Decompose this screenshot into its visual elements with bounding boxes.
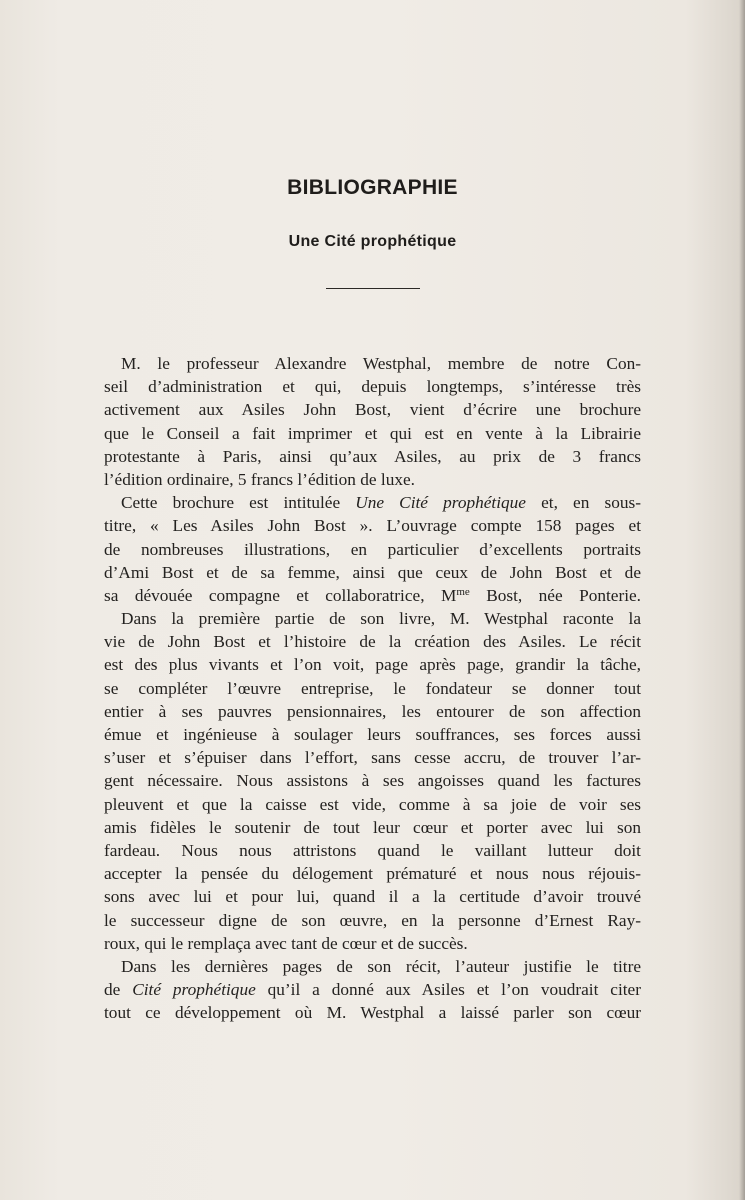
text-line: activement aux Asiles John Bost, vient d’écrire une brochure bbox=[104, 400, 641, 420]
text-line: sons avec lui et pour lui, quand il a la certitude d’avoir trouvé bbox=[104, 887, 641, 907]
text-line: roux, qui le remplaça avec tant de cœur et de succès. bbox=[104, 933, 468, 953]
page-title: BIBLIOGRAPHIE bbox=[287, 176, 458, 199]
text-line: pleuvent et que la caisse est vide, comme à sa joie de voir ses bbox=[104, 794, 641, 814]
text-line: Cette brochure est intitulée Une Cité prophétique et, en sous- bbox=[121, 493, 641, 513]
superscript: me bbox=[456, 585, 470, 598]
text-line: seil d’administration et qui, depuis longtemps, s’intéresse très bbox=[104, 377, 641, 397]
book-title-italic: Cité prophétique bbox=[132, 980, 256, 1000]
section-subtitle: Une Cité prophétique bbox=[288, 233, 457, 250]
text-line: vie de John Bost et l’histoire de la création des Asiles. Le récit bbox=[104, 632, 641, 652]
text-line: Dans la première partie de son livre, M. Westphal raconte la bbox=[121, 609, 641, 629]
text-line: s’user et s’épuiser dans l’effort, sans cesse accru, de trouver l’ar- bbox=[104, 748, 641, 768]
text-line: de Cité prophétique qu’il a donné aux Asiles et l’on voudrait citer bbox=[104, 980, 641, 1000]
text-line: tout ce développement où M. Westphal a laissé parler son cœur bbox=[104, 1003, 641, 1023]
text-line: l’édition ordinaire, 5 francs l’édition de luxe. bbox=[104, 469, 415, 489]
text-line: fardeau. Nous nous attristons quand le vaillant lutteur doit bbox=[104, 840, 641, 860]
text-line: se compléter l’œuvre entreprise, le fondateur se donner tout bbox=[104, 678, 641, 698]
text-line: sa dévouée compagne et collaboratrice, $M^{me}$ Bost, née Ponterie. bbox=[104, 585, 641, 605]
book-title-italic: Une Cité prophétique bbox=[355, 493, 526, 513]
text-line: gent nécessaire. Nous assistons à ses angoisses quand les factures bbox=[104, 771, 641, 791]
text-line: que le Conseil a fait imprimer et qui est en vente à la Librairie bbox=[104, 423, 641, 443]
text-line: protestante à Paris, ainsi qu’aux Asiles, au prix de 3 francs bbox=[104, 446, 641, 466]
text-line: amis fidèles le soutenir de tout leur cœur et porter avec lui son bbox=[104, 817, 641, 837]
article-body bbox=[104, 352, 641, 1024]
text-line: le successeur digne de son œuvre, en la personne d’Ernest Ray- bbox=[104, 910, 641, 930]
text-line: de nombreuses illustrations, en particulier d’excellents portraits bbox=[104, 539, 641, 559]
text-line: entier à ses pauvres pensionnaires, les entourer de son affection bbox=[104, 701, 641, 721]
text-line: accepter la pensée du délogement prématuré et nous nous réjouis- bbox=[104, 864, 641, 884]
text-line: titre, « Les Asiles John Bost ». L’ouvrage compte 158 pages et bbox=[104, 516, 641, 536]
text-line: d’Ami Bost et de sa femme, ainsi que ceux de John Bost et de bbox=[104, 562, 641, 582]
text-line: émue et ingénieuse à soulager leurs souffrances, ses forces aussi bbox=[104, 725, 641, 744]
text-line: est des plus vivants et l’on voit, page après page, grandir la tâche, bbox=[104, 655, 641, 675]
text-line: Dans les dernières pages de son récit, l’auteur justifie le titre bbox=[121, 956, 641, 976]
title-divider bbox=[326, 288, 420, 289]
text-line: M. le professeur Alexandre Westphal, membre de notre Con- bbox=[121, 354, 641, 373]
